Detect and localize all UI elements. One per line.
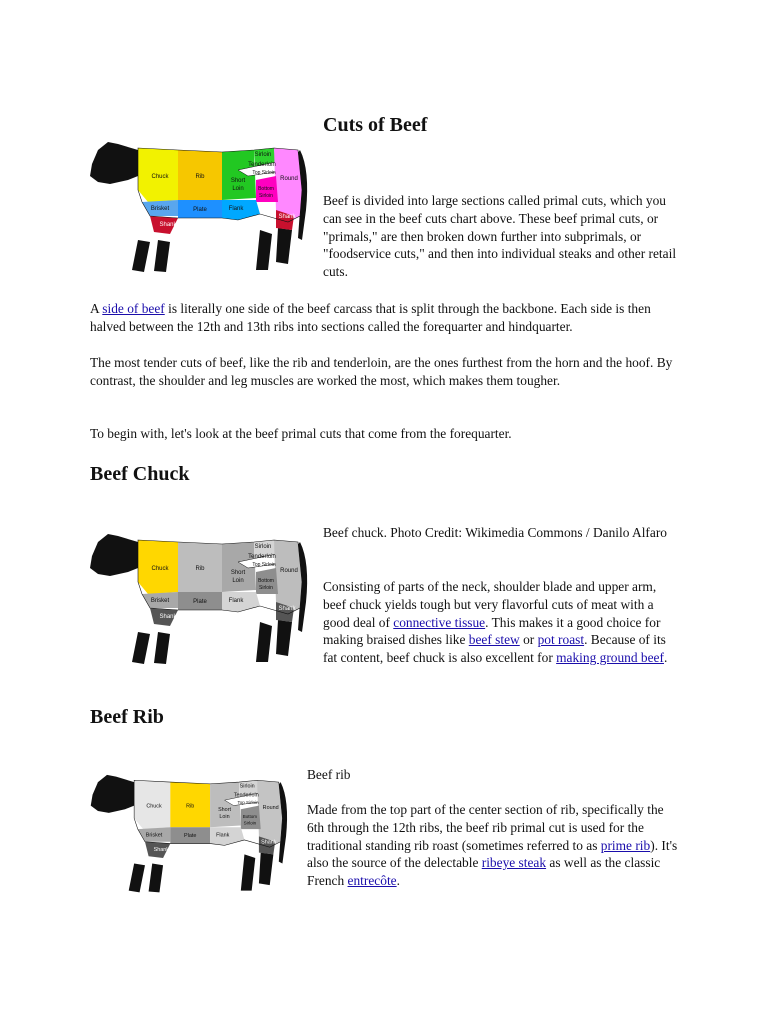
svg-text:Bottom: Bottom <box>258 578 274 584</box>
side-of-beef-link[interactable]: side of beef <box>102 301 165 316</box>
chuck-heading: Beef Chuck <box>90 463 190 485</box>
svg-text:Plate: Plate <box>184 833 197 840</box>
svg-text:Shank: Shank <box>278 606 296 612</box>
svg-text:Sirloin: Sirloin <box>254 544 272 550</box>
side-of-beef-paragraph: A side of beef is literally one side of the beef carcass that is split through the backbone. Each side is then halved between the 12th and 13th ribs into sections called the forequarter and hindquarter. <box>90 301 651 334</box>
tender-cuts-paragraph: The most tender cuts of beef, like the rib and tenderloin, are the ones furthest from the horn and the hoof. By contrast, the shoulder and leg muscles are worked the most, which makes them tougher. <box>90 355 673 388</box>
svg-text:Sirloin: Sirloin <box>259 193 273 199</box>
svg-text:Sirloin: Sirloin <box>259 585 273 591</box>
svg-text:Rib: Rib <box>195 566 205 572</box>
chuck-body-paragraph: Consisting of parts of the neck, shoulder blade and upper arm, beef chuck yields tough but very flavorful cuts of meat with a good deal of connective tissue. This makes it a good choice for making braised dishes like beef stew or pot roast. Because of its fat content, beef chuck is also excellent for making ground beef. <box>323 579 668 666</box>
svg-text:Short: Short <box>218 807 232 814</box>
svg-text:Chuck: Chuck <box>151 566 169 572</box>
svg-text:Brisket: Brisket <box>150 206 170 212</box>
svg-text:Chuck: Chuck <box>146 803 162 810</box>
svg-text:Round: Round <box>280 176 298 182</box>
svg-text:Loin: Loin <box>232 186 244 192</box>
svg-text:Flank: Flank <box>216 832 230 839</box>
svg-text:Shank: Shank <box>159 222 177 228</box>
svg-text:Flank: Flank <box>228 598 244 604</box>
svg-text:Loin: Loin <box>219 814 230 821</box>
svg-text:Short: Short <box>230 570 246 576</box>
svg-text:Rib: Rib <box>195 174 205 180</box>
rib-caption: Beef rib <box>307 767 351 782</box>
svg-text:Top Sirloin: Top Sirloin <box>237 799 259 805</box>
svg-text:Shank: Shank <box>261 839 277 846</box>
entrecote-link[interactable]: entrecôte <box>347 873 397 889</box>
connective-tissue-link[interactable]: connective tissue <box>393 614 486 630</box>
svg-text:Sirloin: Sirloin <box>243 820 257 826</box>
svg-text:Round: Round <box>262 805 279 812</box>
svg-text:Tenderloin: Tenderloin <box>233 792 259 799</box>
svg-text:Round: Round <box>280 568 298 574</box>
svg-text:Brisket: Brisket <box>145 832 163 839</box>
svg-text:Sirloin: Sirloin <box>239 783 255 790</box>
svg-text:Bottom: Bottom <box>242 814 258 820</box>
svg-text:Tenderloin: Tenderloin <box>248 554 276 560</box>
ribeye-steak-link[interactable]: ribeye steak <box>481 855 547 871</box>
svg-text:Shank: Shank <box>278 214 296 220</box>
prime-rib-link[interactable]: prime rib <box>600 837 651 853</box>
rib-heading: Beef Rib <box>90 706 164 728</box>
svg-text:Sirloin: Sirloin <box>254 152 272 158</box>
svg-text:Rib: Rib <box>186 803 195 810</box>
svg-text:Shank: Shank <box>159 614 177 620</box>
svg-text:Tenderloin: Tenderloin <box>248 162 276 168</box>
beef-rib-chart <box>88 764 296 896</box>
svg-text:Top Sirloin: Top Sirloin <box>252 170 276 176</box>
svg-text:Top Sirloin: Top Sirloin <box>252 562 276 568</box>
chuck-caption: Beef chuck. Photo Credit: Wikimedia Commons / Danilo Alfaro <box>323 525 667 540</box>
svg-text:Brisket: Brisket <box>150 598 170 604</box>
intro-paragraph: Beef is divided into large sections called primal cuts, which you can see in the beef cuts chart above. These beef primal cuts, or "primals," are then broken down further into subprimals, or "foodservice cuts," and then into individual steaks and other retail cuts. <box>323 193 677 280</box>
svg-text:Flank: Flank <box>228 206 244 212</box>
begin-paragraph: To begin with, let's look at the beef primal cuts that come from the forequarter. <box>90 426 512 441</box>
beef-cuts-chart-color <box>88 130 316 276</box>
svg-text:Bottom: Bottom <box>258 186 274 192</box>
svg-text:Short: Short <box>230 178 246 184</box>
pot-roast-link[interactable]: pot roast <box>537 632 585 648</box>
svg-text:Shank: Shank <box>153 846 169 853</box>
svg-text:Chuck: Chuck <box>151 174 169 180</box>
svg-text:Plate: Plate <box>193 207 207 213</box>
svg-text:Plate: Plate <box>193 599 207 605</box>
svg-text:Loin: Loin <box>232 578 244 584</box>
page-title: Cuts of Beef <box>323 114 428 136</box>
beef-stew-link[interactable]: beef stew <box>468 632 520 648</box>
making-ground-beef-link[interactable]: making ground beef <box>556 650 664 666</box>
rib-body-paragraph: Made from the top part of the center section of rib, specifically the 6th through the 12th ribs, the beef rib primal cut is used for the traditional standing rib roast (sometimes referred to as prime rib). It's also the source of the delectable ribeye steak as well as the classic French entrecôte. <box>307 802 678 889</box>
